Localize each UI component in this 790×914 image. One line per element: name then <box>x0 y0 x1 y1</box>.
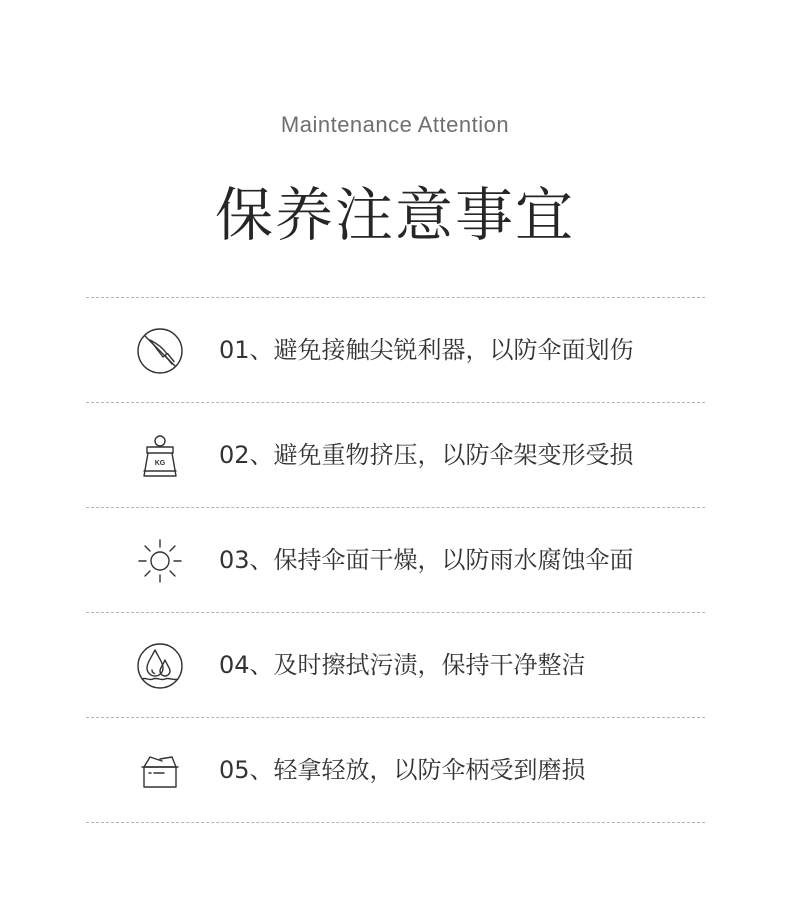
list-item-text: 05、轻拿轻放，以防伞柄受到磨损 <box>219 756 586 784</box>
list-item-text: 03、保持伞面干燥，以防雨水腐蚀伞面 <box>219 546 634 574</box>
list-item <box>86 718 705 823</box>
list-item-text: 01、避免接触尖锐利器，以防伞面划伤 <box>219 336 634 364</box>
sun-icon <box>136 537 184 585</box>
list-item-text: 02、避免重物挤压，以防伞架变形受损 <box>219 441 634 469</box>
list-item <box>86 403 705 508</box>
list-item <box>86 613 705 718</box>
list-item <box>86 508 705 613</box>
no-sharp-objects-icon <box>136 327 184 375</box>
weight-kg-icon <box>136 432 184 480</box>
maintenance-list <box>86 297 705 823</box>
water-drop-icon <box>136 642 184 690</box>
list-item-text: 04、及时擦拭污渍，保持干净整洁 <box>219 651 586 679</box>
box-icon <box>136 747 184 795</box>
page-title: 保养注意事宜 <box>214 181 575 249</box>
list-item <box>86 298 705 403</box>
page-subtitle: Maintenance Attention <box>280 112 510 137</box>
weight-kg-label: KG <box>154 460 166 467</box>
